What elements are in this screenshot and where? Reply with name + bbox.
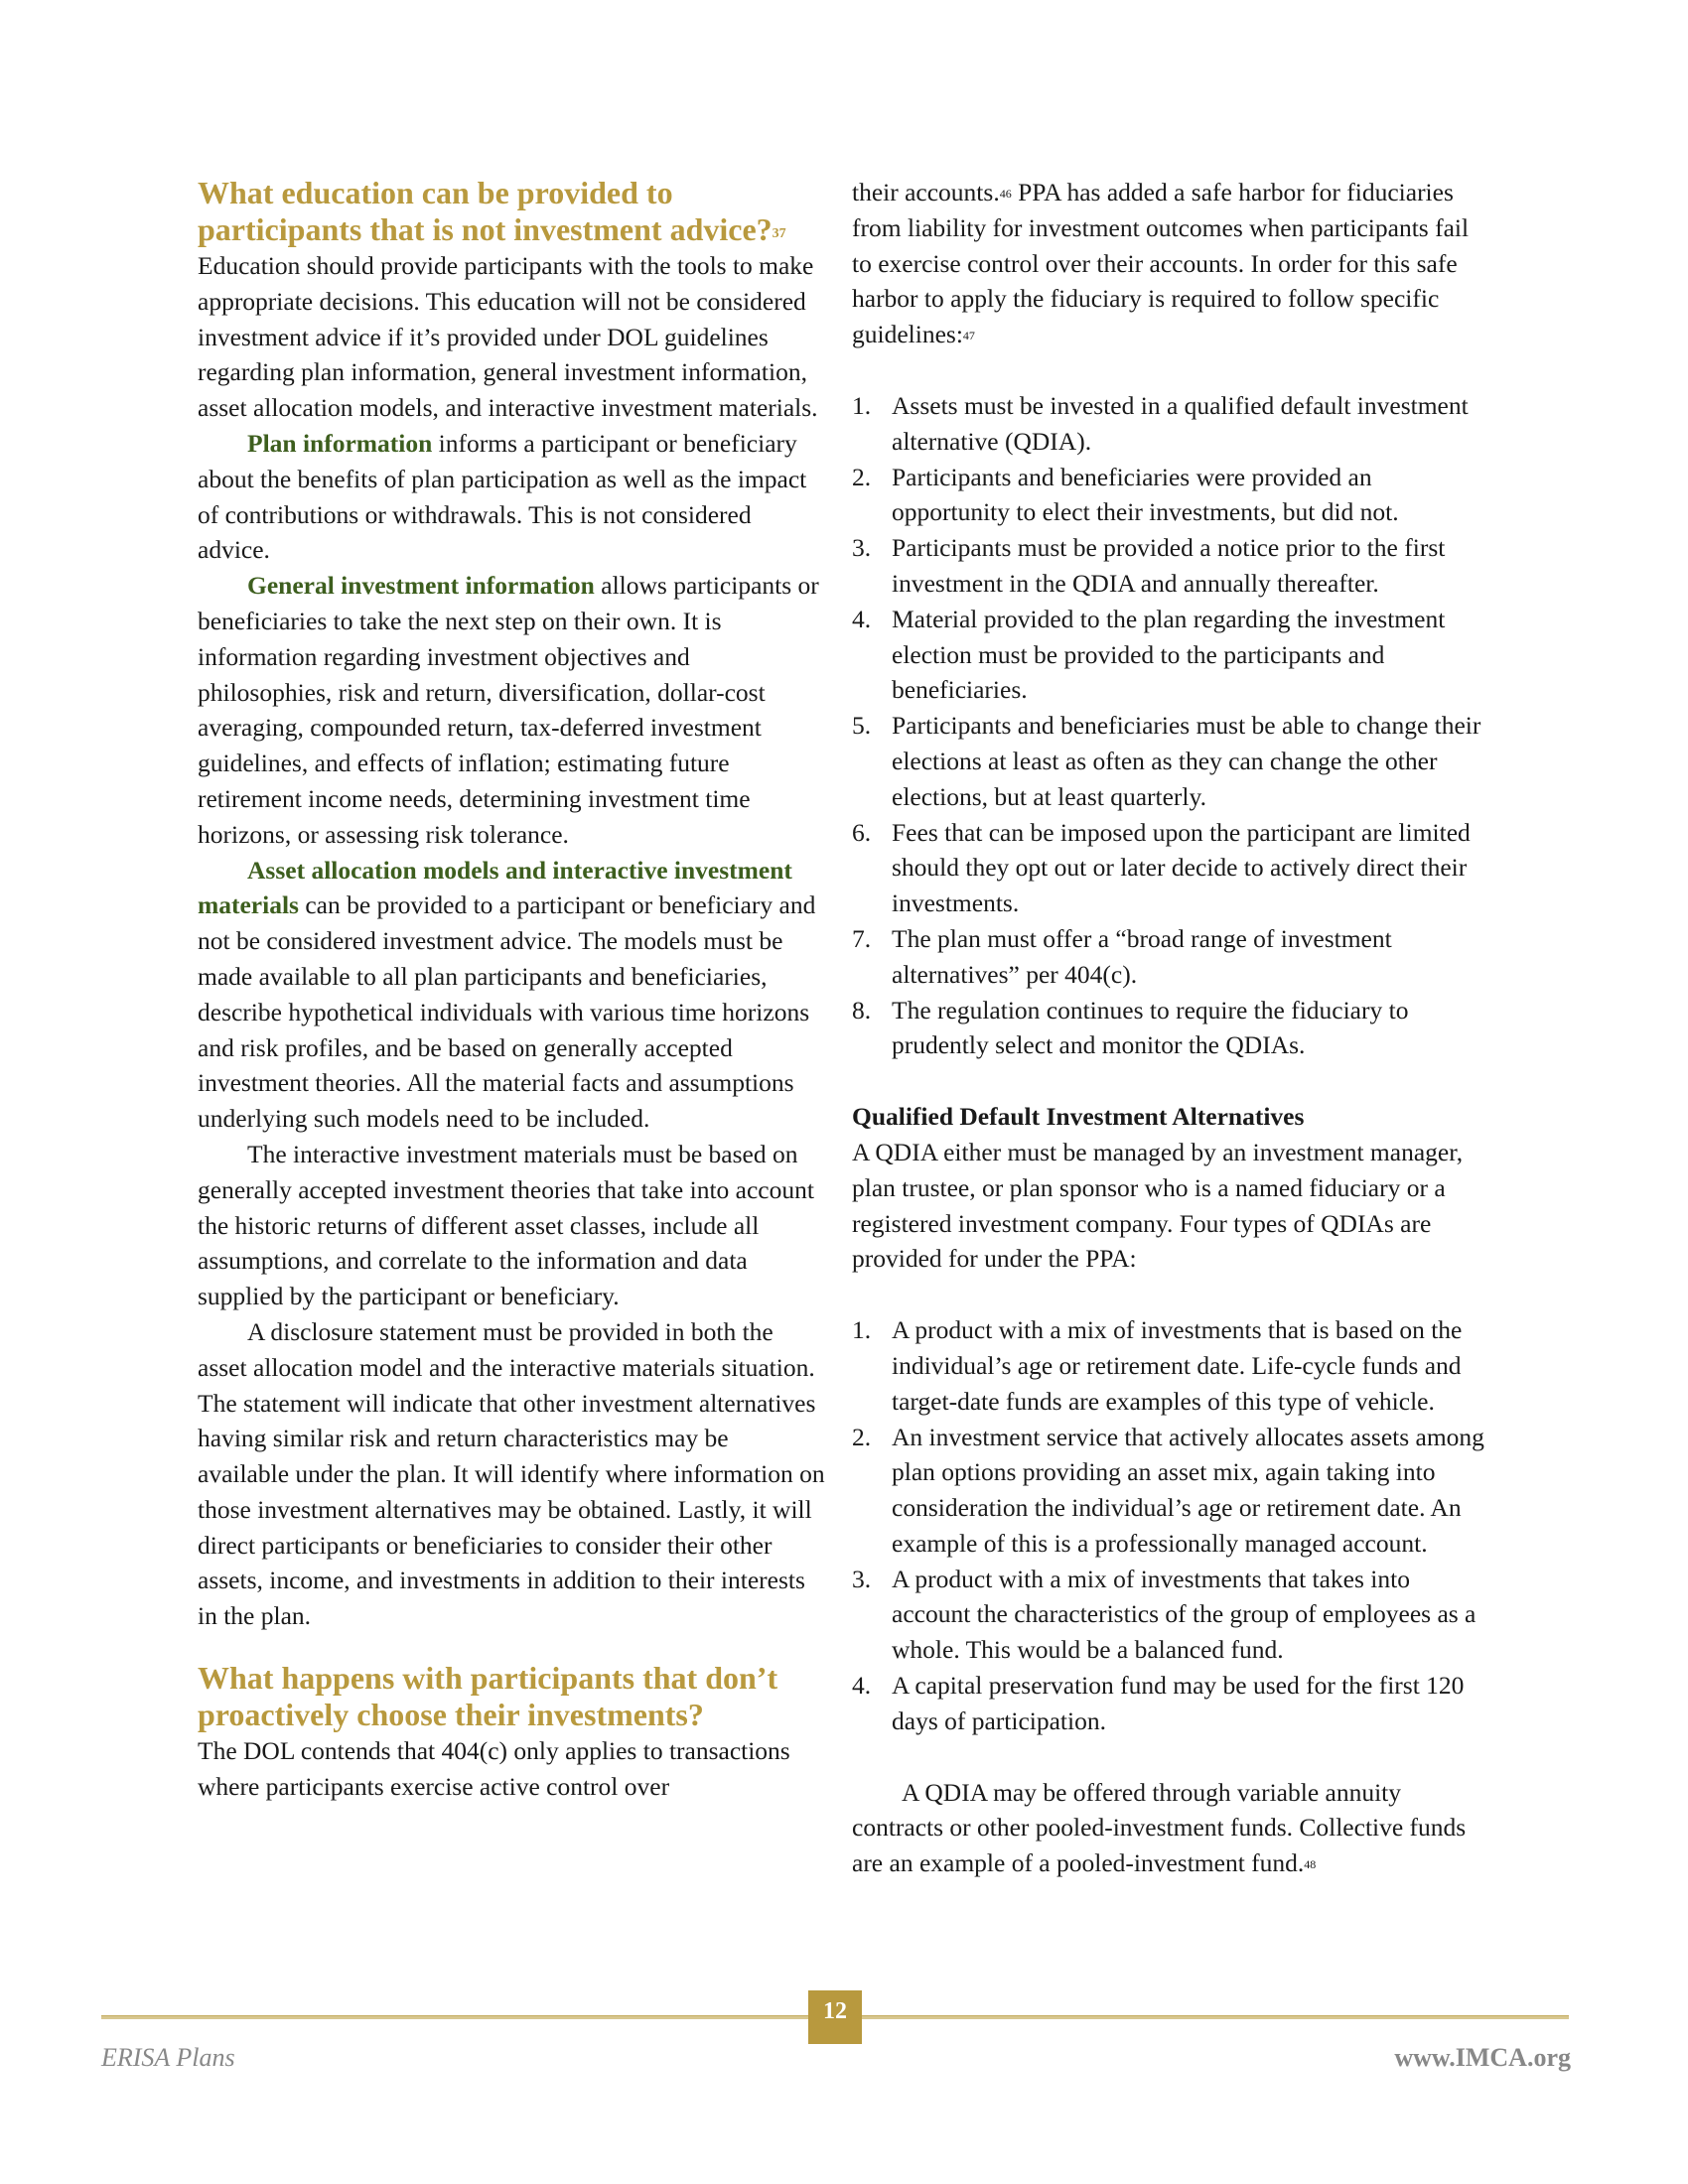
page-number: 12 — [808, 1990, 862, 2044]
list-number: 2. — [852, 462, 872, 491]
list-item — [852, 388, 1487, 460]
list-item — [852, 530, 1487, 602]
qdia-types-list — [852, 1312, 1487, 1739]
paragraph-text: A QDIA may be offered through variable annuity contracts or other pooled-investment funds. Collective funds are an example of a pooled-investment fund. — [852, 1777, 1467, 1878]
safe-harbor-guidelines-list — [852, 388, 1487, 1063]
paragraph — [852, 175, 1487, 352]
list-text: A product with a mix of investments that is based on the individual’s age or retirement date. Life-cycle funds and target-date funds are examples of this type of vehicle. — [892, 1315, 1463, 1416]
list-text: A product with a mix of investments that takes into account the characteristics of the group of employees as a whole. This would be a balanced fund. — [892, 1564, 1477, 1665]
footnote-ref[interactable]: 47 — [962, 329, 975, 343]
list-number: 1. — [852, 1315, 872, 1345]
paragraph-text: PPA has added a safe harbor for fiduciaries from liability for investment outcomes when participants fail to exercise control over their accounts. In order for this safe harbor to apply the fiduciary is required to follow specific guidelines: — [852, 178, 1470, 349]
list-text: The regulation continues to require the fiduciary to prudently select and monitor the QDIAs. — [892, 995, 1409, 1060]
paragraph-asset-allocation — [198, 853, 825, 1137]
list-text: Material provided to the plan regarding the investment election must be provided to the participants and beneficiaries. — [892, 604, 1446, 705]
paragraph-text: informs a participant or beneficiary about the benefits of plan participation as well as the impact of contributions or withdrawals. This is not considered advice. — [198, 428, 807, 565]
list-number: 4. — [852, 604, 872, 633]
paragraph: A QDIA either must be managed by an investment manager, plan trustee, or plan sponsor who is a named fiduciary or a registered investment company. Four types of QDIAs are provided for under the PPA: — [852, 1137, 1464, 1274]
list-number: 5. — [852, 711, 872, 741]
list-text: Participants and beneficiaries were provided an opportunity to elect their investments, but did not. — [892, 462, 1399, 527]
paragraph: Education should provide participants with the tools to make appropriate decisions. This education will not be considered investment advice if it’s provided under DOL guidelines regarding plan information, general investment information, asset allocation models, and interactive investment materials. — [198, 251, 818, 423]
subheading-qdia: Qualified Default Investment Alternatives — [852, 1102, 1305, 1132]
list-text: Participants and beneficiaries must be able to change their elections at least as often as they can change the other elections, but at least quarterly. — [892, 711, 1481, 811]
paragraph-text: their accounts. — [852, 178, 1000, 206]
paragraph — [852, 1775, 1487, 1881]
left-column — [198, 175, 825, 1805]
list-item — [852, 993, 1487, 1064]
list-text: A capital preservation fund may be used for the first 120 days of participation. — [892, 1671, 1465, 1735]
footer-publication-title: ERISA Plans — [101, 2043, 235, 2072]
list-item — [852, 602, 1487, 708]
paragraph-text: allows participants or beneficiaries to take the next step on their own. It is information regarding investment objectives and philosophies, risk and return, diversification, dollar-cost averaging, compounded return, tax-deferred investment guidelines, and effects of inflation; estimating future retirement income needs, determining investment time horizons, or assessing risk tolerance. — [198, 571, 819, 849]
list-number: 3. — [852, 1564, 872, 1593]
paragraph-plan-information — [198, 426, 825, 568]
list-item — [852, 708, 1487, 814]
list-number: 2. — [852, 1422, 872, 1451]
paragraph: A disclosure statement must be provided in both the asset allocation model and the interactive materials situation. The statement will indicate that other investment alternatives having similar risk and return characteristics may be available under the plan. It will identify where information on those investment alternatives may be obtained. Lastly, it will direct participants or beneficiaries to consider their other assets, income, and investments in addition to their interests in the plan. — [198, 1316, 825, 1631]
list-text: Assets must be invested in a qualified default investment alternative (QDIA). — [892, 390, 1469, 456]
list-number: 8. — [852, 995, 872, 1024]
list-number: 7. — [852, 923, 872, 953]
list-number: 6. — [852, 817, 872, 847]
footnote-ref[interactable]: 46 — [999, 187, 1012, 201]
list-text: An investment service that actively allocates assets among plan options providing an asset mix, again taking into consideration the individual’s age or retirement date. An example of this is a professionally managed account. — [892, 1422, 1484, 1558]
list-item — [852, 1562, 1487, 1668]
paragraph: The DOL contends that 404(c) only applies to transactions where participants exercise active control over — [198, 1736, 790, 1801]
footnote-ref[interactable]: 48 — [1304, 1857, 1317, 1872]
list-number: 3. — [852, 533, 872, 563]
list-item — [852, 1668, 1487, 1739]
list-number: 4. — [852, 1671, 872, 1701]
list-item — [852, 815, 1487, 921]
heading-text: What education can be provided to participants that is not investment advice? — [198, 175, 773, 247]
footer-website-link[interactable]: www.IMCA.org — [1394, 2043, 1571, 2072]
footnote-ref[interactable]: 37 — [772, 226, 786, 241]
heading-education — [198, 175, 825, 248]
list-text: The plan must offer a “broad range of investment alternatives” per 404(c). — [892, 923, 1392, 989]
paragraph: The interactive investment materials must be based on generally accepted investment theories that take into account the historic returns of different asset classes, include all assumptions, and correlate to the information and data supplied by the participant or beneficiary. — [198, 1139, 814, 1311]
paragraph-text: can be provided to a participant or beneficiary and not be considered investment advice. The models must be made available to all plan participants and beneficiaries, describe hypothetical individuals with various time horizons and risk profiles, and be based on generally accepted investment theories. All the material facts and assumptions underlying such models need to be included. — [198, 890, 816, 1134]
list-number: 1. — [852, 390, 872, 420]
lead-term: General investment information — [247, 571, 595, 601]
list-text: Participants must be provided a notice prior to the first investment in the QDIA and annually thereafter. — [892, 533, 1446, 598]
lead-term: Asset allocation models and interactive investment materials — [198, 855, 792, 920]
list-item — [852, 921, 1487, 993]
list-item — [852, 1420, 1487, 1562]
right-column — [852, 175, 1487, 1881]
paragraph-general-investment-information — [198, 568, 825, 852]
heading-default-participants: What happens with participants that don’t proactively choose their investments? — [198, 1660, 778, 1733]
list-text: Fees that can be imposed upon the participant are limited should they opt out or later decide to actively direct their investments. — [892, 817, 1471, 918]
list-item — [852, 460, 1487, 531]
lead-term: Plan information — [247, 428, 433, 458]
list-item — [852, 1312, 1487, 1419]
